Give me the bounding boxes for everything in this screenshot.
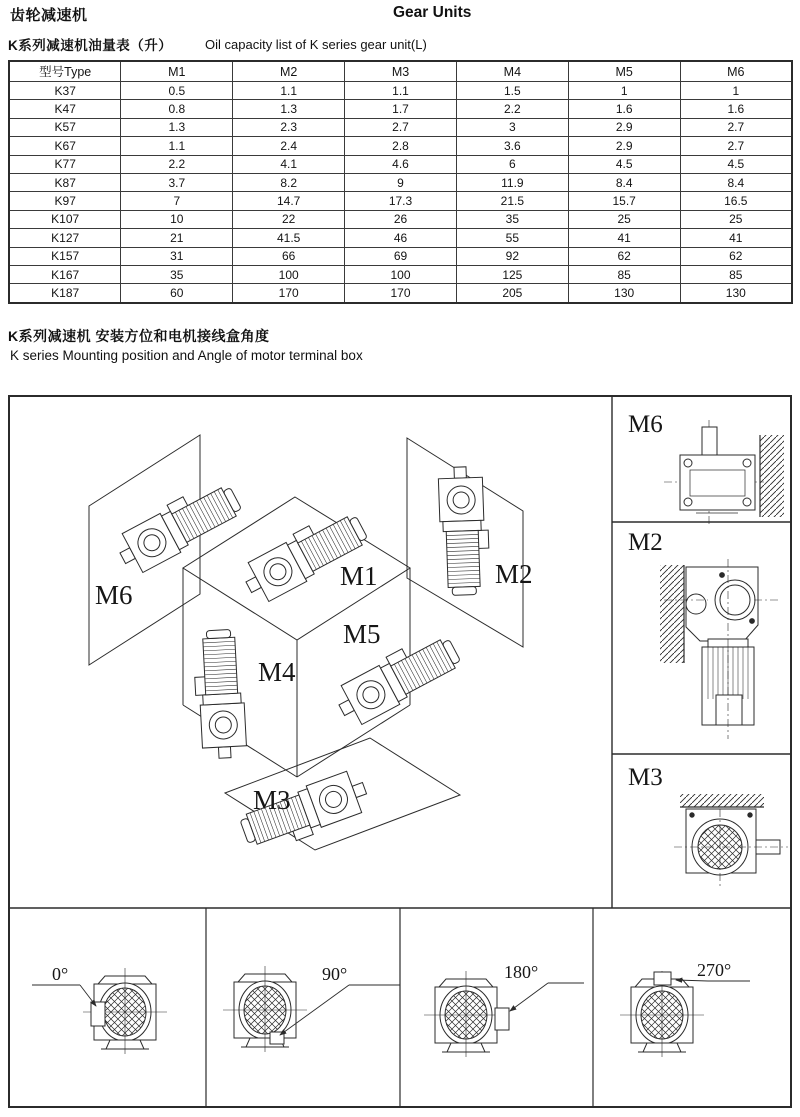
mounting-caption-cn: K系列减速机 安装方位和电机接线盒角度 (8, 328, 270, 344)
oil-capacity-cell: 2.4 (233, 137, 345, 155)
column-header: M2 (233, 61, 345, 82)
oil-capacity-cell: 4.5 (680, 155, 792, 173)
angle-label-90: 90° (322, 964, 348, 984)
gearmotor-m4 (192, 629, 247, 759)
oil-capacity-cell: 100 (233, 265, 345, 283)
oil-capacity-cell: 21 (121, 229, 233, 247)
type-cell: K157 (9, 247, 121, 265)
oil-capacity-cell: 41 (680, 229, 792, 247)
panel-label-m2: M2 (628, 529, 663, 556)
type-cell: K77 (9, 155, 121, 173)
type-cell: K187 (9, 284, 121, 303)
panel-label-m3: M3 (628, 764, 663, 791)
oil-capacity-cell: 41 (568, 229, 680, 247)
oil-capacity-cell: 2.2 (456, 100, 568, 118)
oil-capacity-cell: 85 (680, 265, 792, 283)
wall-hatch (660, 565, 684, 663)
column-header: M1 (121, 61, 233, 82)
oil-capacity-cell: 2.8 (345, 137, 457, 155)
oil-capacity-cell: 170 (233, 284, 345, 303)
oil-capacity-cell: 4.1 (233, 155, 345, 173)
table-row (9, 155, 792, 173)
oil-capacity-cell: 2.9 (568, 137, 680, 155)
iso-label-m2: M2 (495, 559, 533, 589)
angle-view-270 (620, 960, 750, 1057)
oil-capacity-cell: 60 (121, 284, 233, 303)
oil-capacity-cell: 16.5 (680, 192, 792, 210)
oil-capacity-cell: 8.4 (568, 173, 680, 191)
panel-m6 (628, 411, 784, 525)
oil-capacity-cell: 15.7 (568, 192, 680, 210)
gearmotor-m2 (438, 466, 490, 596)
oil-capacity-cell: 92 (456, 247, 568, 265)
type-cell: K47 (9, 100, 121, 118)
oil-capacity-cell: 0.5 (121, 82, 233, 100)
oil-capacity-cell: 66 (233, 247, 345, 265)
oil-capacity-cell: 1.7 (345, 100, 457, 118)
panel-m3 (628, 764, 788, 889)
table-row (9, 247, 792, 265)
type-cell: K67 (9, 137, 121, 155)
oil-capacity-cell: 8.4 (680, 173, 792, 191)
oil-capacity-cell: 41.5 (233, 229, 345, 247)
oil-capacity-cell: 31 (121, 247, 233, 265)
angle-view-90 (223, 964, 400, 1052)
oil-capacity-cell: 21.5 (456, 192, 568, 210)
column-header: M4 (456, 61, 568, 82)
iso-label-m1: M1 (340, 561, 378, 591)
oil-capacity-cell: 1.1 (121, 137, 233, 155)
iso-label-m6: M6 (95, 580, 133, 610)
oil-capacity-cell: 130 (568, 284, 680, 303)
table-row (9, 265, 792, 283)
ceiling-hatch (680, 794, 764, 807)
type-cell: K97 (9, 192, 121, 210)
column-header-type: 型号Type (9, 61, 121, 82)
oil-capacity-cell: 2.7 (345, 118, 457, 136)
oil-capacity-cell: 6 (456, 155, 568, 173)
column-header: M6 (680, 61, 792, 82)
oil-capacity-cell: 85 (568, 265, 680, 283)
oil-capacity-cell: 1.6 (680, 100, 792, 118)
type-cell: K107 (9, 210, 121, 228)
oil-capacity-cell: 170 (345, 284, 457, 303)
type-cell: K87 (9, 173, 121, 191)
panel-m2 (628, 529, 778, 739)
oil-capacity-cell: 1.3 (233, 100, 345, 118)
oil-capacity-cell: 9 (345, 173, 457, 191)
oil-capacity-cell: 1 (568, 82, 680, 100)
oil-capacity-cell: 2.3 (233, 118, 345, 136)
oil-capacity-cell: 35 (121, 265, 233, 283)
table-row (9, 173, 792, 191)
page-title-en: Gear Units (393, 4, 472, 21)
oil-capacity-cell: 1.3 (121, 118, 233, 136)
table-row (9, 284, 792, 303)
table-row (9, 118, 792, 136)
oil-capacity-cell: 17.3 (345, 192, 457, 210)
oil-capacity-cell: 2.7 (680, 137, 792, 155)
type-cell: K37 (9, 82, 121, 100)
mounting-diagram-svg (8, 395, 792, 1108)
oil-capacity-cell: 14.7 (233, 192, 345, 210)
oil-capacity-table (8, 60, 793, 304)
iso-label-m5: M5 (343, 619, 381, 649)
angle-label-0: 0° (52, 964, 69, 984)
oil-capacity-table-wrap (8, 60, 793, 304)
table-row (9, 210, 792, 228)
oil-capacity-cell: 62 (568, 247, 680, 265)
table-header-row (9, 61, 792, 82)
oil-capacity-cell: 11.9 (456, 173, 568, 191)
oil-capacity-cell: 2.7 (680, 118, 792, 136)
oil-capacity-cell: 55 (456, 229, 568, 247)
oil-capacity-cell: 26 (345, 210, 457, 228)
oil-capacity-cell: 25 (680, 210, 792, 228)
oil-capacity-cell: 4.6 (345, 155, 457, 173)
oil-capacity-cell: 1.1 (345, 82, 457, 100)
oil-table-caption-cn: K系列减速机油量表（升） (8, 38, 173, 53)
oil-capacity-cell: 4.5 (568, 155, 680, 173)
type-cell: K57 (9, 118, 121, 136)
oil-capacity-cell: 2.2 (121, 155, 233, 173)
table-row (9, 229, 792, 247)
oil-capacity-cell: 10 (121, 210, 233, 228)
iso-label-m4: M4 (258, 657, 296, 687)
oil-capacity-cell: 1.5 (456, 82, 568, 100)
mounting-caption-en: K series Mounting position and Angle of motor terminal box (10, 348, 363, 363)
iso-label-m3: M3 (253, 785, 291, 815)
oil-capacity-cell: 125 (456, 265, 568, 283)
angle-view-0 (32, 964, 167, 1054)
gearmotor-m6 (111, 475, 247, 577)
oil-capacity-cell: 100 (345, 265, 457, 283)
table-row (9, 100, 792, 118)
oil-capacity-cell: 130 (680, 284, 792, 303)
panel-label-m6: M6 (628, 411, 663, 438)
oil-capacity-cell: 35 (456, 210, 568, 228)
column-header: M5 (568, 61, 680, 82)
column-header: M3 (345, 61, 457, 82)
oil-capacity-cell: 25 (568, 210, 680, 228)
oil-capacity-cell: 1.6 (568, 100, 680, 118)
oil-capacity-cell: 1.1 (233, 82, 345, 100)
wall-hatch (760, 435, 784, 517)
oil-capacity-cell: 3.7 (121, 173, 233, 191)
oil-capacity-cell: 2.9 (568, 118, 680, 136)
oil-capacity-cell: 8.2 (233, 173, 345, 191)
oil-capacity-cell: 205 (456, 284, 568, 303)
table-row (9, 137, 792, 155)
oil-capacity-cell: 69 (345, 247, 457, 265)
oil-capacity-cell: 3.6 (456, 137, 568, 155)
oil-capacity-cell: 7 (121, 192, 233, 210)
angle-label-180: 180° (504, 962, 539, 982)
type-cell: K127 (9, 229, 121, 247)
oil-capacity-cell: 22 (233, 210, 345, 228)
angle-row (32, 960, 750, 1057)
oil-capacity-cell: 0.8 (121, 100, 233, 118)
angle-view-180 (424, 962, 584, 1057)
oil-capacity-cell: 46 (345, 229, 457, 247)
mounting-diagram (8, 395, 792, 1108)
table-row (9, 192, 792, 210)
angle-label-270: 270° (697, 960, 732, 980)
gearmotor-m1 (237, 504, 373, 606)
oil-capacity-cell: 62 (680, 247, 792, 265)
page-title-cn: 齿轮减速机 (10, 7, 88, 24)
oil-table-caption-en: Oil capacity list of K series gear unit(L) (205, 37, 427, 52)
type-cell: K167 (9, 265, 121, 283)
oil-capacity-cell: 1 (680, 82, 792, 100)
table-row (9, 82, 792, 100)
oil-capacity-cell: 3 (456, 118, 568, 136)
